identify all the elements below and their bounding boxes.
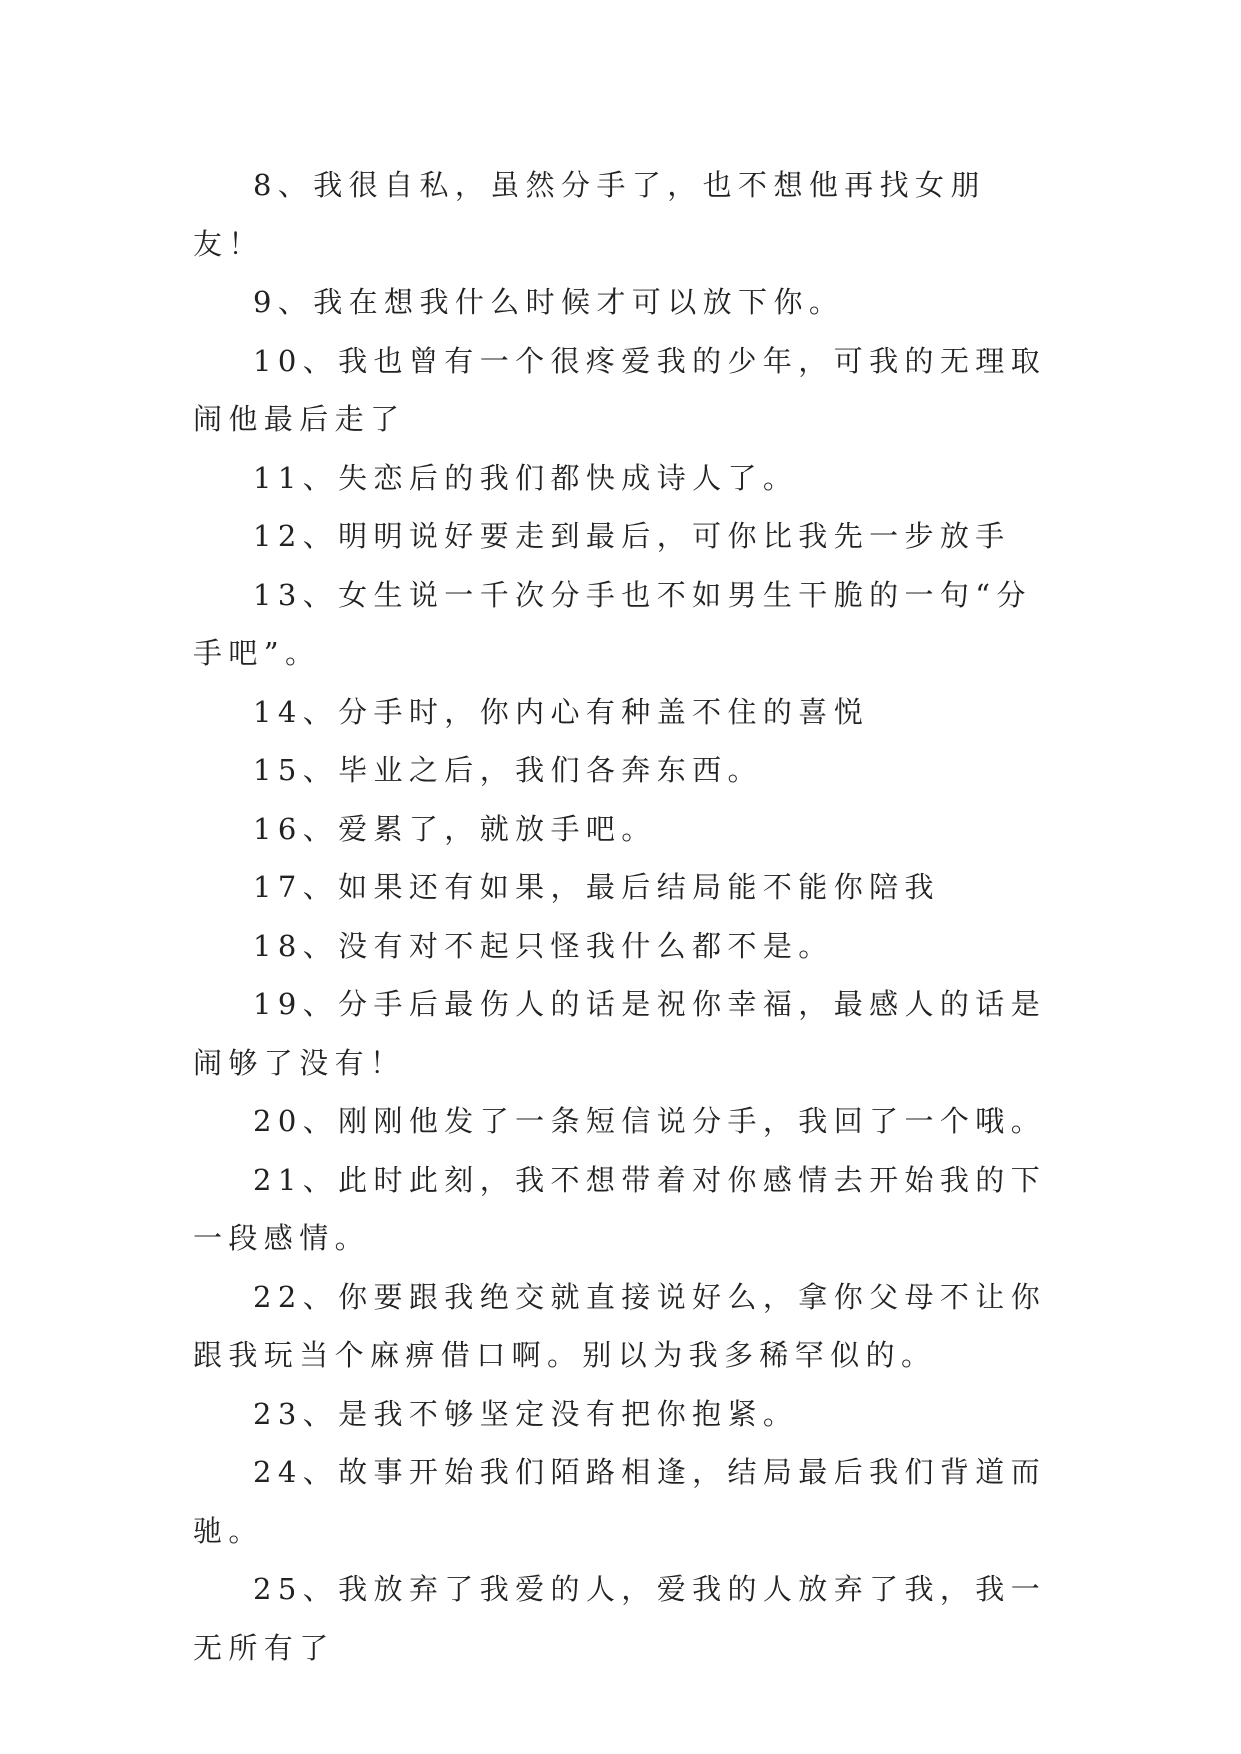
list-item: 22、你要跟我绝交就直接说好么，拿你父母不让你跟我玩当个麻痹借口啊。别以为我多稀罕似的。 (193, 1279, 1047, 1372)
list-item: 13、女生说一千次分手也不如男生干脆的一句“分手吧”。 (193, 577, 1032, 670)
list-item: 23、是我不够坚定没有把你抱紧。 (253, 1396, 799, 1431)
list-item: 17、如果还有如果，最后结局能不能你陪我 (253, 870, 940, 904)
list-item: 11、失恋后的我们都快成诗人了。 (253, 460, 799, 495)
list-item: 21、此时此刻，我不想带着对你感情去开始我的下一段感情。 (193, 1162, 1047, 1255)
list-item: 9、我在想我什么时候才可以放下你。 (253, 285, 845, 319)
list-item: 16、爱累了，就放手吧。 (253, 811, 657, 846)
list-item: 24、故事开始我们陌路相逢，结局最后我们背道而驰。 (193, 1455, 1047, 1548)
document-body (193, 156, 1053, 1677)
list-item: 10、我也曾有一个很疼爱我的少年，可我的无理取闹他最后走了 (193, 343, 1047, 436)
list-item: 12、明明说好要走到最后，可你比我先一步放手 (253, 519, 1011, 553)
list-item: 14、分手时，你内心有种盖不住的喜悦 (253, 694, 870, 729)
list-item: 25、我放弃了我爱的人，爱我的人放弃了我，我一无所有了 (193, 1572, 1047, 1665)
list-item: 15、毕业之后，我们各奔东西。 (253, 753, 763, 787)
list-item: 19、分手后最伤人的话是祝你幸福，最感人的话是闹够了没有！ (193, 987, 1047, 1080)
list-item: 20、刚刚他发了一条短信说分手，我回了一个哦。 (253, 1104, 1047, 1138)
list-item: 18、没有对不起只怪我什么都不是。 (253, 928, 834, 963)
list-item: 8、我很自私，虽然分手了，也不想他再找女朋友！ (193, 168, 986, 261)
